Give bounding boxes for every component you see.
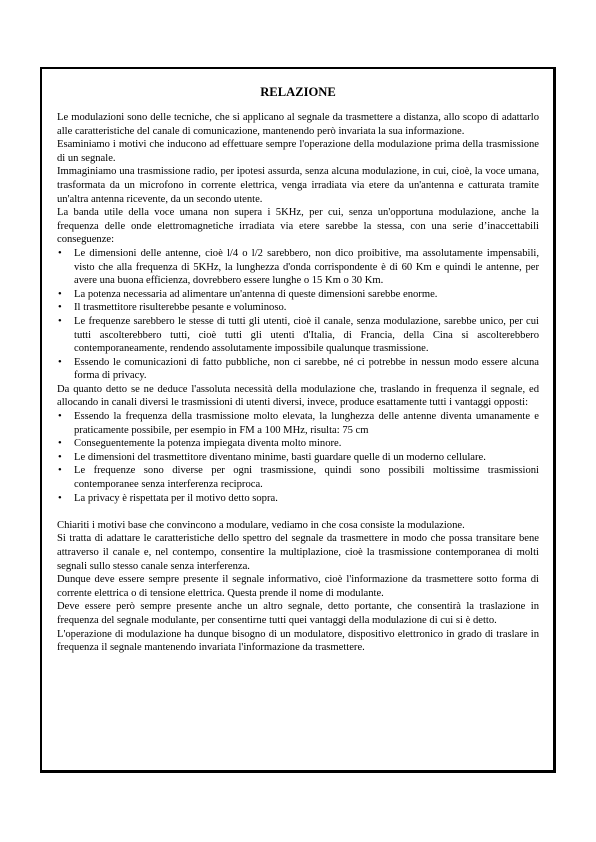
list-item: • Le frequenze sarebbero le stesse di tutti gli utenti, cioè il canale, senza modulazione, sarebbe unico, per cui tutti ascolterebbero tutti, cioè tutti gli utenti d'Italia, di Francia, della Cina si ascolterebbero contemporaneamente, rendendo assolutamente impossibile qualunque trasmissione. — [58, 315, 539, 355]
paragraph-closing-3: Dunque deve essere sempre presente il segnale informativo, cioè l'informazione da trasmettere sotto forma di corrente elettrica o di tensione elettrica. Questa prende il nome di modulante. — [57, 574, 539, 599]
bullet-icon: • — [58, 411, 62, 423]
spacer — [57, 505, 539, 519]
paragraph-closing-5: L'operazione di modulazione ha dunque bisogno di un modulatore, dispositivo elettronico in grado di traslare in frequenza il segnale mantenendo invariata l'informazione da trasmettere. — [57, 628, 539, 654]
bullet-icon: • — [58, 451, 62, 463]
list-item: • Le dimensioni delle antenne, cioè l/4 o l/2 sarebbero, non dico proibitive, ma assolutamente impensabili, visto che alla frequenza di 5KHz, la lunghezza d'onda corrispondente è di 60 Km e quindi le antenne, per avere una buona efficienza, dovrebbero essere lunghe o 15 Km o 30 Km. — [58, 247, 539, 287]
paragraph-closing-1: Chiariti i motivi base che convincono a modulare, vediamo in che cosa consiste la modulazione. — [57, 519, 465, 531]
page-title: RELAZIONE — [260, 85, 336, 99]
list-item: • Essendo la frequenza della trasmissione molto elevata, la lunghezza delle antenne diventa umanamente e praticamente possibile, per esempio in FM a 100 MHz, risulta: 75 cm — [58, 411, 539, 436]
paragraph-intro-3: Immaginiamo una trasmissione radio, per ipotesi assurda, senza alcuna modulazione, in cui, cioè, la voce umana, trasformata da un microfono in corrente elettrica, venga irradiata via etere da un'antenna e catturata tramite un'altra antenna ricevente, da un secondo utente. — [57, 166, 539, 205]
list-item: • Essendo le comunicazioni di fatto pubbliche, non ci sarebbe, né ci potrebbe in nessun modo essere alcuna forma di privacy. — [58, 356, 539, 382]
bullet-icon: • — [58, 438, 62, 450]
paragraph-intro-2: Esaminiamo i motivi che inducono ad effettuare sempre l'operazione della modulazione prima della trasmissione di un segnale. — [57, 139, 539, 164]
paragraph-middle: Da quanto detto se ne deduce l'assoluta necessità della modulazione che, traslando in frequenza il segnale, ed allocando in canali diversi le trasmissioni di utenti diversi, invece, produce esattamente tutti i vantaggi opposti: — [57, 383, 539, 409]
bullet-icon: • — [58, 302, 62, 314]
list-item: • La privacy è rispettata per il motivo detto sopra. — [58, 492, 278, 504]
paragraph-closing-2: Si tratta di adattare le caratteristiche dello spettro del segnale da trasmettere in modo che possa transitare bene attraverso il canale e, nel contempo, consentire la multiplazione, cioè la trasmissione contemporanea di molti segnali sullo stesso canale senza interferenza. — [57, 533, 539, 572]
advantages-list — [57, 410, 539, 505]
list-item: • Le frequenze sono diverse per ogni trasmissione, quindi sono possibili moltissime trasmissioni contemporanee senza interferenza reciproca. — [58, 465, 539, 491]
bullet-icon: • — [58, 465, 62, 477]
paragraph-intro-1: Le modulazioni sono delle tecniche, che si applicano al segnale da trasmettere a distanza, allo scopo di adattarlo alle caratteristiche del canale di comunicazione, mantenendo però invariata la sua informazione. — [57, 112, 539, 137]
bullet-icon: • — [58, 288, 62, 300]
bullet-icon: • — [58, 247, 62, 259]
list-item: • Il trasmettitore risulterebbe pesante e voluminoso. — [58, 302, 287, 314]
paragraph-intro-4: La banda utile della voce umana non supera i 5KHz, per cui, senza un'opportuna modulazione, anche la frequenza delle onde elettromagnetiche irradiata via etere sarebbe la stessa, con una serie d’inaccettabili conseguenze: — [57, 207, 539, 246]
list-item: • La potenza necessaria ad alimentare un'antenna di queste dimensioni sarebbe enorme. — [58, 288, 438, 300]
bullet-icon: • — [58, 492, 62, 504]
bullet-icon: • — [58, 315, 62, 327]
paragraph-closing-4: Deve essere però sempre presente anche un altro segnale, detto portante, che consentirà la traslazione in frequenza del segnale modulante, per consentirne tutti quei vantaggi della modulazione di cui si è detto. — [57, 601, 539, 626]
consequences-list — [57, 247, 539, 383]
list-item: • Conseguentemente la potenza impiegata diventa molto minore. — [58, 438, 342, 450]
report-body — [57, 84, 539, 655]
bullet-icon: • — [58, 356, 62, 368]
list-item: • Le dimensioni del trasmettitore diventano minime, basti guardare quelle di un moderno cellulare. — [58, 451, 486, 463]
